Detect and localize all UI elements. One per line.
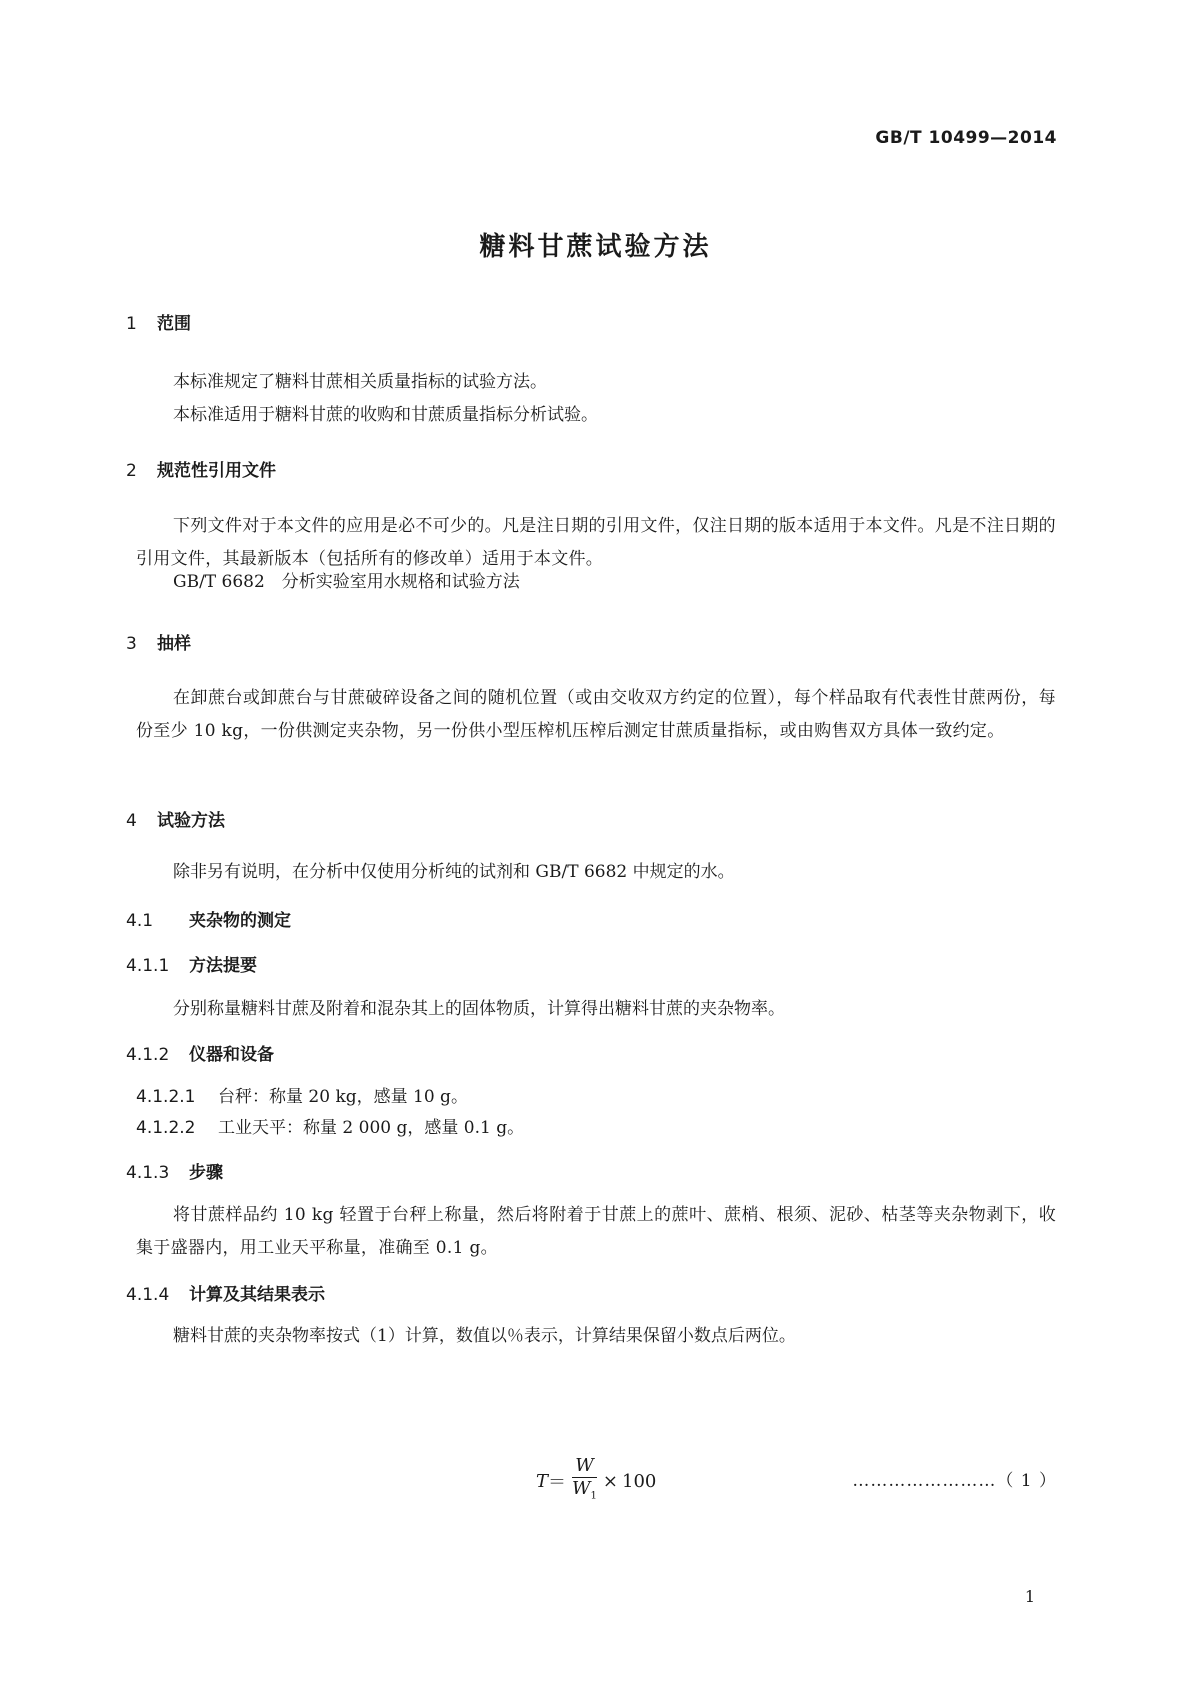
section-number: 3 <box>126 634 137 654</box>
section-title: 夹杂物的测定 <box>189 911 291 931</box>
formula-equals: ＝ <box>548 1472 567 1494</box>
formula-fraction <box>572 1455 597 1508</box>
section-number: 4.1.4 <box>126 1285 170 1305</box>
paragraph: 除非另有说明，在分析中仅使用分析纯的试剂和 GB/T 6682 中规定的水。 <box>173 862 735 882</box>
section-4-1-heading <box>126 906 291 931</box>
paragraph: 本标准规定了糖料甘蔗相关质量指标的试验方法。 <box>173 372 547 392</box>
list-item <box>136 1113 524 1138</box>
page-number: 1 <box>1024 1587 1035 1606</box>
item-text: 台秤：称量 20 kg，感量 10 g。 <box>218 1087 468 1107</box>
section-4-1-1-heading <box>126 951 257 976</box>
section-title: 范围 <box>157 314 191 334</box>
section-title: 试验方法 <box>157 811 225 831</box>
section-4-1-4-heading <box>126 1280 325 1305</box>
item-text: 工业天平：称量 2 000 g，感量 0.1 g。 <box>218 1118 525 1138</box>
formula-lhs: T <box>536 1470 549 1492</box>
section-4-1-3-heading <box>126 1158 223 1183</box>
paragraph: 下列文件对于本文件的应用是必不可少的。凡是注日期的引用文件，仅注日期的版本适用于本文件。凡是不注日期的引用文件，其最新版本（包括所有的修改单）适用于本文件。 <box>136 516 1056 569</box>
equation-number: ……………………（ 1 ） <box>852 1471 1057 1491</box>
item-number: 4.1.2.2 <box>136 1118 196 1138</box>
section-number: 4.1.2 <box>126 1045 170 1065</box>
section-number: 4.1.1 <box>126 956 170 976</box>
section-number: 4 <box>126 811 137 831</box>
denominator-subscript: 1 <box>590 1490 597 1502</box>
section-title: 计算及其结果表示 <box>189 1285 325 1305</box>
formula-times: × <box>602 1470 618 1492</box>
paragraph: 在卸蔗台或卸蔗台与甘蔗破碎设备之间的随机位置（或由交收双方约定的位置），每个样品取有代表性甘蔗两份，每份至少 10 kg，一份供测定夹杂物，另一份供小型压榨机压榨后测定甘蔗质量指标，或由购售双方具体一致约定。 <box>136 688 1056 741</box>
formula-numerator: W <box>572 1455 597 1478</box>
paragraph: 本标准适用于糖料甘蔗的收购和甘蔗质量指标分析试验。 <box>173 405 598 425</box>
formula-denominator <box>572 1478 597 1508</box>
standard-code: GB/T 10499—2014 <box>875 128 1057 148</box>
section-number: 2 <box>126 461 137 481</box>
section-4-heading <box>126 806 225 831</box>
section-number: 1 <box>126 314 137 334</box>
document-title: 糖料甘蔗试验方法 <box>479 232 712 262</box>
section-number: 4.1 <box>126 911 154 931</box>
section-title: 规范性引用文件 <box>157 461 276 481</box>
formula-factor: 100 <box>622 1470 657 1492</box>
list-item <box>136 1082 468 1107</box>
section-title: 仪器和设备 <box>189 1045 274 1065</box>
paragraph: 将甘蔗样品约 10 kg 轻置于台秤上称量，然后将附着于甘蔗上的蔗叶、蔗梢、根须、泥砂、枯茎等夹杂物剥下，收集于盛器内，用工业天平称量，准确至 0.1 g。 <box>136 1205 1056 1258</box>
denominator-var: W <box>572 1478 591 1499</box>
normative-reference: GB/T 6682 分析实验室用水规格和试验方法 <box>173 572 520 592</box>
section-title: 抽样 <box>157 634 191 654</box>
section-3-heading <box>126 629 191 654</box>
item-number: 4.1.2.1 <box>136 1087 196 1107</box>
section-1-heading <box>126 309 191 334</box>
section-4-1-2-heading <box>126 1040 274 1065</box>
paragraph: 分别称量糖料甘蔗及附着和混杂其上的固体物质，计算得出糖料甘蔗的夹杂物率。 <box>173 999 785 1019</box>
section-title: 方法提要 <box>189 956 257 976</box>
paragraph: 糖料甘蔗的夹杂物率按式（1）计算，数值以％表示，计算结果保留小数点后两位。 <box>173 1326 796 1346</box>
section-2-heading <box>126 456 276 481</box>
section-title: 步骤 <box>189 1163 223 1183</box>
formula <box>536 1455 656 1508</box>
section-number: 4.1.3 <box>126 1163 170 1183</box>
